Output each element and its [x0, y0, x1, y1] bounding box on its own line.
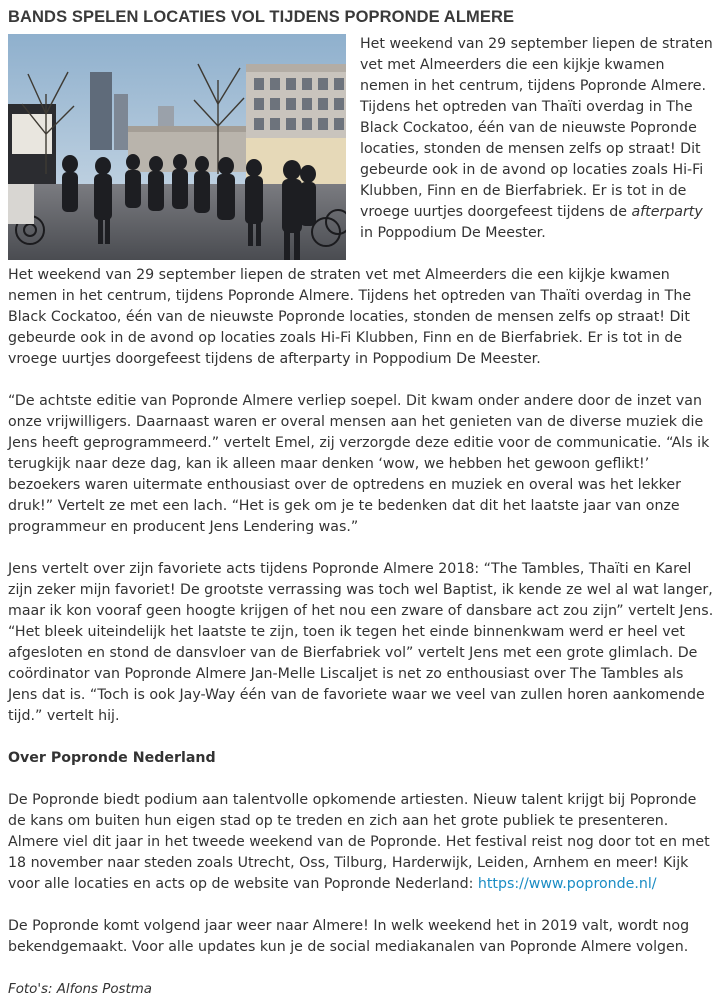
popronde-website-link[interactable]: https://www.popronde.nl/ — [477, 876, 657, 892]
paragraph-6: De Popronde komt volgend jaar weer naar Almere! In welk weekend het in 2019 valt, wordt nog bekendgemaakt. Voor alle updates kun je de social mediakanalen van Popronde Almere volgen. — [8, 918, 690, 955]
afterparty-emphasis: afterparty — [631, 204, 703, 220]
paragraph-2: Het weekend van 29 september liepen de straten vet met Almeerders die een kijkje kwamen nemen in het centrum, tijdens Popronde Almere. Tijdens het optreden van Thaïti overdag in The Black Cockatoo, één van de nieuwste Popronde locaties, stonden de mensen zelfs op straat! Dit gebeurde ook in de avond op locaties zoals Hi-Fi Klubben, Finn en de Bierfabriek. Er is tot in de vroege uurtjes doorgefeest tijdens de afterparty in Poppodium De Meester. — [8, 267, 692, 367]
article-title: BANDS SPELEN LOCATIES VOL TIJDENS POPRONDE ALMERE — [8, 8, 515, 26]
paragraph-1-end: in Poppodium De Meester. — [360, 225, 546, 241]
paragraph-5 — [8, 790, 714, 895]
paragraph-4: Jens vertelt over zijn favoriete acts tijdens Popronde Almere 2018: “The Tambles, Thaïti en Karel zijn zeker mijn favoriet! De grootste verrassing was toch wel Baptist, ik kende ze wel al wat langer, maar ik kon vooraf geen hoogte krijgen of het nou een zware of dansbare act zou zijn” vertelt Jens. “Het bleek uiteindelijk het laatste te zijn, toen ik tegen het einde binnenkwam werd er heel vet afgesloten en stond de dansvloer van de Bierfabriek vol” vertelt Jens met een grote glimlach. De coördinator van Popronde Almere Jan-Melle Liscaljet is net zo enthousiast over The Tambles als Jens dat is. “Toch is ook Jay-Way één van de favoriete waar we veel van zullen horen aankomende tijd.” vertelt hij. — [8, 561, 714, 724]
paragraph-1-text: Het weekend van 29 september liepen de straten vet met Almeerders die een kijkje kwamen nemen in het centrum, tijdens Popronde Almere. Tijdens het optreden van Thaïti overdag in The Black Cockatoo, één van de nieuwste Popronde locaties, stonden de mensen zelfs op straat! Dit gebeurde ook in de avond op locaties zoals Hi-Fi Klubben, Finn en de Bierfabriek. Er is tot in de vroege uurtjes doorgefeest tijdens de — [360, 36, 713, 220]
about-popronde-section — [8, 748, 714, 895]
paragraph-5-text: De Popronde biedt podium aan talentvolle opkomende artiesten. Nieuw talent krijgt bij Popronde de kans om buiten hun eigen stad op te treden en zich aan het grote publiek te presenteren. Almere viel dit jaar in het tweede weekend van de Popronde. Het festival reist nog door tot en met 18 november naar steden zoals Utrecht, Oss, Tilburg, Harderwijk, Leiden, Arnhem en meer! Kijk voor alle locaties en acts op de website van Popronde Nederland: — [8, 792, 710, 892]
paragraph-3: “De achtste editie van Popronde Almere verliep soepel. Dit kwam onder andere door de inzet van onze vrijwilligers. Daarnaast waren er overal mensen aan het genieten van de diverse muziek die Jens heeft geprogrammeerd.” vertelt Emel, zij verzorgde deze editie voor de communicatie. “Als ik terugkijk naar deze dag, kan ik alleen maar denken ‘wow, we hebben het gewoon geflikt!’ bezoekers waren uitermate enthousiast over de optredens en muziek en overal was het lekker druk!” Vertelt ze met een lach. “Het is gek om je te bedenken dat dit het laatste jaar van onze programmeur en producent Jens Lendering was.” — [8, 393, 710, 535]
street-crowd-photo — [8, 34, 346, 260]
section-heading: Over Popronde Nederland — [8, 750, 216, 766]
photo-credit: Foto's: Alfons Postma — [8, 982, 153, 997]
